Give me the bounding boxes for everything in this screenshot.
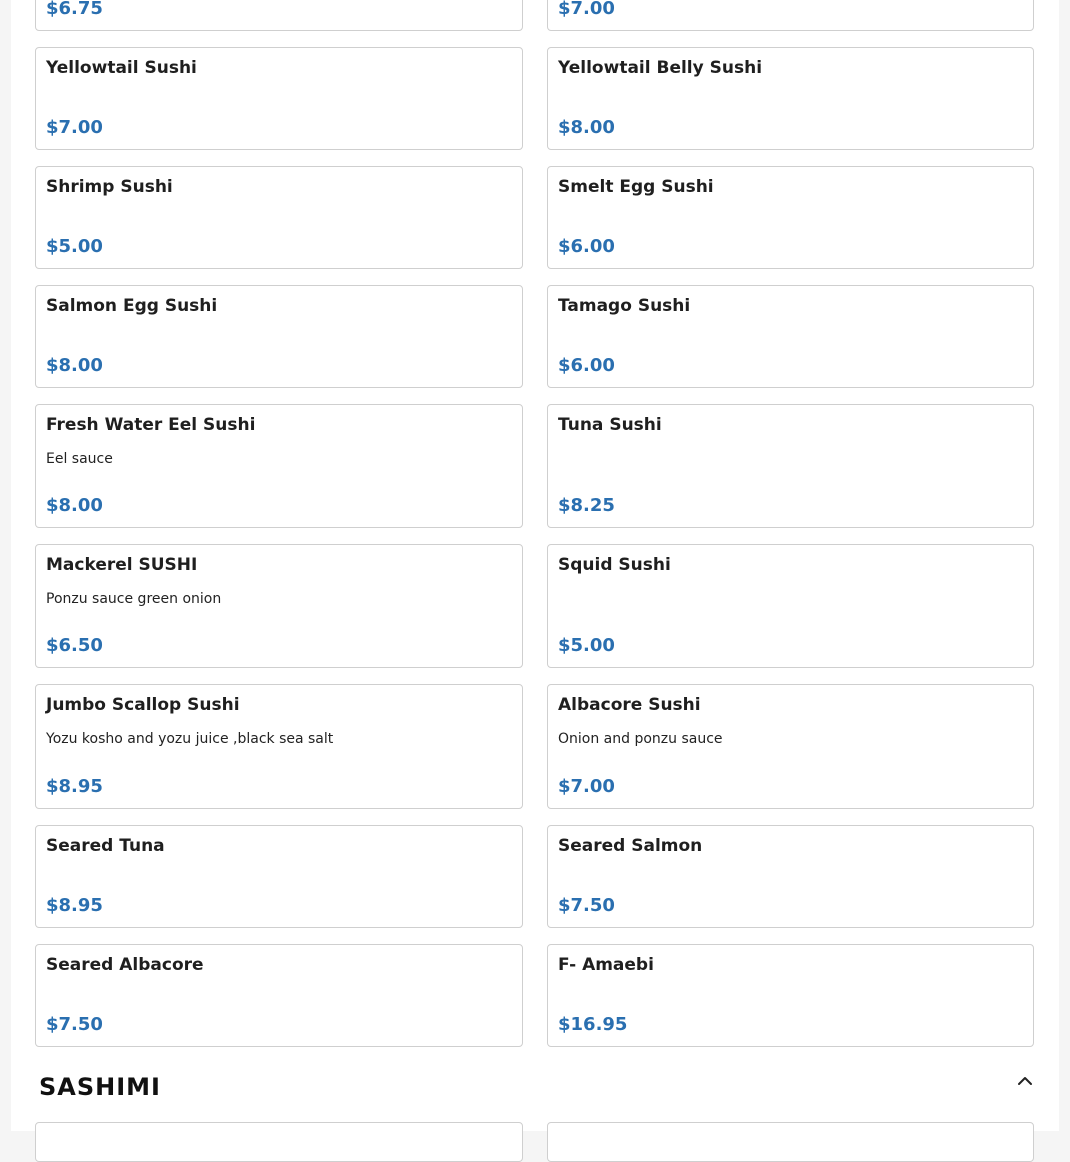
menu-item-card[interactable]: [35, 1122, 523, 1162]
item-price: $7.50: [558, 895, 615, 916]
item-name: Seared Albacore: [46, 955, 204, 975]
item-price: $8.00: [558, 117, 615, 138]
menu-item-card[interactable]: [35, 684, 523, 809]
item-description: Onion and ponzu sauce: [558, 731, 723, 747]
menu-item-card[interactable]: [547, 544, 1034, 668]
menu-item-card[interactable]: [35, 544, 523, 668]
menu-item-card[interactable]: [547, 825, 1034, 928]
item-price: $7.00: [558, 776, 615, 797]
menu-item-card[interactable]: [547, 944, 1034, 1047]
item-name: Smelt Egg Sushi: [558, 177, 714, 197]
item-name: Seared Salmon: [558, 836, 703, 856]
menu-item-card[interactable]: [35, 404, 523, 528]
menu-item-card[interactable]: [547, 1122, 1034, 1162]
item-name: Salmon Egg Sushi: [46, 296, 218, 316]
item-price: $6.00: [558, 355, 615, 376]
item-price: $5.00: [558, 635, 615, 656]
menu-item-card[interactable]: [547, 285, 1034, 388]
item-name: Shrimp Sushi: [46, 177, 173, 197]
item-price: $8.95: [46, 776, 103, 797]
item-name: Tamago Sushi: [558, 296, 691, 316]
item-description: Eel sauce: [46, 451, 113, 467]
item-price: $8.95: [46, 895, 103, 916]
item-name: Yellowtail Sushi: [46, 58, 197, 78]
item-price: $7.00: [558, 0, 615, 19]
menu-item-card[interactable]: [35, 47, 523, 150]
item-price: $6.75: [46, 0, 103, 19]
item-price: $6.50: [46, 635, 103, 656]
menu-item-card[interactable]: [547, 166, 1034, 269]
item-price: $8.00: [46, 495, 103, 516]
menu-item-card[interactable]: [35, 166, 523, 269]
item-name: Mackerel SUSHI: [46, 555, 198, 575]
menu-item-card[interactable]: [35, 825, 523, 928]
menu-item-card[interactable]: [547, 47, 1034, 150]
item-name: Yellowtail Belly Sushi: [558, 58, 763, 78]
item-price: $5.00: [46, 236, 103, 257]
menu-item-card[interactable]: [35, 285, 523, 388]
item-price: $8.25: [558, 495, 615, 516]
item-name: Seared Tuna: [46, 836, 165, 856]
item-name: F- Amaebi: [558, 955, 654, 975]
item-price: $8.00: [46, 355, 103, 376]
item-name: Squid Sushi: [558, 555, 671, 575]
chevron-up-icon[interactable]: [1015, 1071, 1035, 1091]
item-price: $16.95: [558, 1014, 628, 1035]
menu-item-card[interactable]: [547, 684, 1034, 809]
menu-item-card[interactable]: [35, 944, 523, 1047]
item-name: Albacore Sushi: [558, 695, 701, 715]
menu-item-card[interactable]: [547, 0, 1034, 31]
menu-item-card[interactable]: [35, 0, 523, 31]
item-name: Fresh Water Eel Sushi: [46, 415, 256, 435]
item-name: Jumbo Scallop Sushi: [46, 695, 240, 715]
item-price: $7.00: [46, 117, 103, 138]
menu-item-card[interactable]: [547, 404, 1034, 528]
item-description: Yozu kosho and yozu juice ,black sea salt: [46, 731, 334, 747]
item-name: Tuna Sushi: [558, 415, 662, 435]
section-title-sashimi: SASHIMI: [39, 1073, 161, 1101]
item-price: $7.50: [46, 1014, 103, 1035]
item-price: $6.00: [558, 236, 615, 257]
item-description: Ponzu sauce green onion: [46, 591, 222, 607]
